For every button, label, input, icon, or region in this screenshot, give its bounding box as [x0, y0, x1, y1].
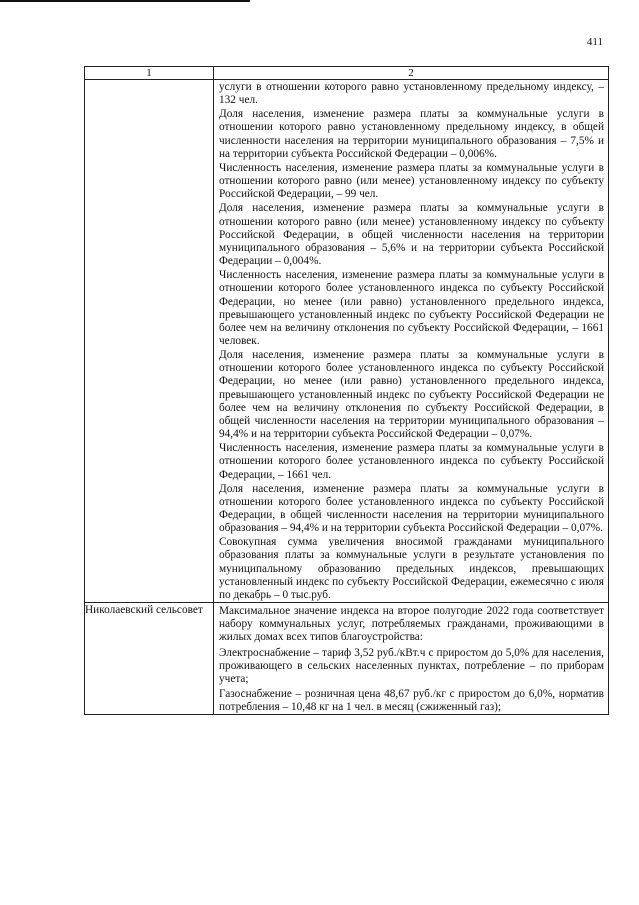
row-content — [214, 80, 609, 603]
header-col-2: 2 — [214, 67, 609, 80]
paragraph: Совокупная сумма увеличения вносимой гражданами муниципального образования платы за коммунальные услуги в результате установления по муниципальному образованию предельных индексов, превышающих установленный индекс по субъекту Российской Федерации, ежемесячно с июля по декабрь – 0 тыс.руб. — [219, 536, 604, 601]
paragraph: Доля населения, изменение размера платы за коммунальные услуги в отношении которого равно (или менее) установленному индексу по субъекту Российской Федерации, в общей численности населения на территории муниципального образования – 5,6% и на территории субъекта Российской Федерации – 0,004%. — [219, 202, 604, 268]
paragraph: Максимальное значение индекса на второе полугодие 2022 года соответствует набору коммунальных услуг, потребляемых гражданами, проживающими в жилых домах всех типов благоустройства: — [219, 605, 604, 644]
row-label — [85, 80, 214, 603]
paragraph: Численность населения, изменение размера платы за коммунальные услуги в отношении которого более установленного индекса по субъекту Российской Федерации, но менее (или равно) установленного предельного индекса, превышающего установленный индекс по субъекту Российской Федерации не более чем на величину отклонения по субъекту Российской Федерации, – 1661 человек. — [219, 269, 604, 347]
paragraph: услуги в отношении которого равно установленному предельному индексу, – 132 чел. — [219, 81, 604, 107]
paragraph: Электроснабжение – тариф 3,52 руб./кВт.ч с приростом до 5,0% для населения, проживающего в сельских населенных пунктах, потребление – по приборам учета; — [219, 646, 604, 685]
paragraph: Доля населения, изменение размера платы за коммунальные услуги в отношении которого более установленного индекса по субъекту Российской Федерации, в общей численности населения на территории муниципального образования – 94,4% и на территории субъекта Российской Федерации – 0,07%. — [219, 482, 604, 535]
paragraph: Численность населения, изменение размера платы за коммунальные услуги в отношении которого более установленного индекса по субъекту Российской Федерации, – 1661 чел. — [219, 442, 604, 481]
table-row — [85, 80, 609, 603]
page-number: 411 — [586, 36, 603, 48]
row-label-settlement: Николаевский сельсовет — [85, 603, 214, 715]
paragraph: Доля населения, изменение размера платы за коммунальные услуги в отношении которого более установленного индекса по субъекту Российской Федерации, но менее (или равно) установленного предельного индекса, превышающего установленный индекс по субъекту Российской Федерации не более чем на величину отклонения по субъекту Российской Федерации, в общей численности населения на территории муниципального образования – 94,4% и на территории субъекта Российской Федерации – 0,07%. — [219, 349, 604, 441]
document-table — [84, 66, 609, 715]
top-rule — [0, 0, 250, 2]
paragraph: Газоснабжение – розничная цена 48,67 руб./кг с приростом до 6,0%, норматив потребления – 10,48 кг на 1 чел. в месяц (сжиженный газ); — [219, 688, 604, 714]
table-header-row — [85, 67, 609, 80]
paragraph: Доля населения, изменение размера платы за коммунальные услуги в отношении которого равно установленному предельному индексу, в общей численности населения на территории муниципального образования – 7,5% и на территории субъекта Российской Федерации – 0,006%. — [219, 108, 604, 160]
row-content — [214, 603, 609, 715]
table-row — [85, 603, 609, 715]
header-col-1: 1 — [85, 67, 214, 80]
paragraph: Численность населения, изменение размера платы за коммунальные услуги в отношении которого равно (или менее) установленному индексу по субъекту Российской Федерации, – 99 чел. — [219, 161, 604, 201]
